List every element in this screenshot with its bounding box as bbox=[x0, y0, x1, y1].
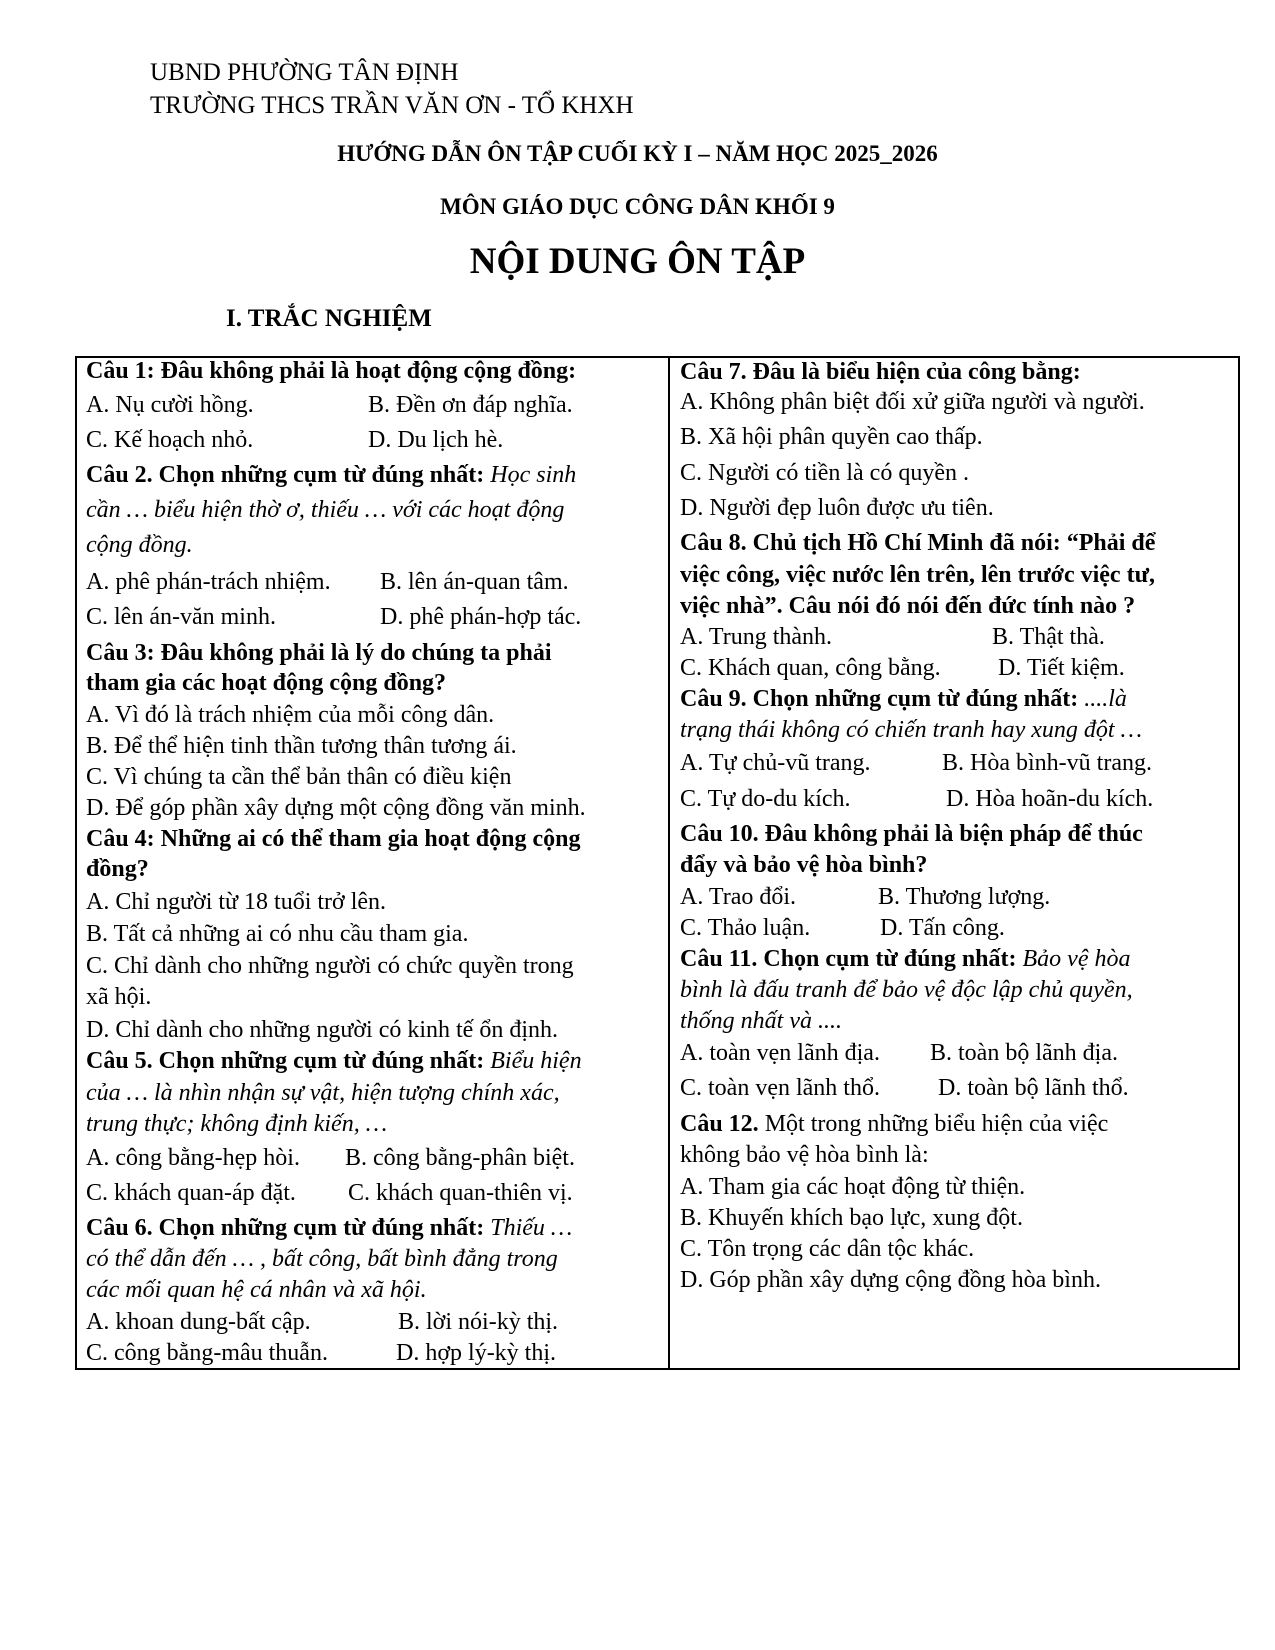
q7-title: Câu 7. Đâu là biểu hiện của công bằng: bbox=[680, 359, 1081, 385]
q11-option-b: B. toàn bộ lãnh địa. bbox=[930, 1040, 1118, 1066]
q4-title-2: đồng? bbox=[86, 856, 149, 882]
q5-text-2: của … là nhìn nhận sự vật, hiện tượng chính xác, bbox=[86, 1080, 560, 1106]
q6-text-3: các mối quan hệ cá nhân và xã hội. bbox=[86, 1277, 427, 1303]
q6-option-d: D. hợp lý-kỳ thị. bbox=[396, 1340, 557, 1366]
q1-option-b: B. Đền ơn đáp nghĩa. bbox=[368, 392, 573, 418]
q6-option-b: B. lời nói-kỳ thị. bbox=[398, 1309, 559, 1335]
q12-option-c: C. Tôn trọng các dân tộc khác. bbox=[680, 1236, 975, 1262]
q2-option-b: B. lên án-quan tâm. bbox=[380, 569, 569, 595]
q6-option-a: A. khoan dung-bất cập. bbox=[86, 1309, 311, 1335]
q2-title: Câu 2. Chọn những cụm từ đúng nhất: bbox=[86, 462, 485, 488]
q9-option-b: B. Hòa bình-vũ trang. bbox=[942, 750, 1152, 776]
q11-option-a: A. toàn vẹn lãnh địa. bbox=[680, 1040, 880, 1066]
q11-text-3: thống nhất và .... bbox=[680, 1008, 842, 1034]
q3-option-b: B. Để thể hiện tinh thần tương thân tương ái. bbox=[86, 733, 517, 759]
q2-text-1: Học sinh bbox=[490, 462, 577, 488]
q11-option-c: C. toàn vẹn lãnh thổ. bbox=[680, 1075, 880, 1101]
q5-text-1: Biểu hiện bbox=[490, 1048, 582, 1074]
q8-option-c: C. Khách quan, công bằng. bbox=[680, 655, 941, 681]
q12-option-b: B. Khuyến khích bạo lực, xung đột. bbox=[680, 1205, 1023, 1231]
q11-text-1: Bảo vệ hòa bbox=[1022, 946, 1131, 972]
q4-title-1: Câu 4: Những ai có thể tham gia hoạt động cộng bbox=[86, 826, 581, 852]
q10-option-a: A. Trao đổi. bbox=[680, 884, 797, 910]
q6-option-c: C. công bằng-mâu thuẫn. bbox=[86, 1340, 328, 1366]
q11-option-d: D. toàn bộ lãnh thổ. bbox=[938, 1075, 1129, 1101]
q5-option-b: B. công bằng-phân biệt. bbox=[345, 1145, 575, 1171]
q9-title: Câu 9. Chọn những cụm từ đúng nhất: bbox=[680, 686, 1079, 712]
q4-option-c-2: xã hội. bbox=[86, 984, 152, 1010]
q1-option-a: A. Nụ cười hồng. bbox=[86, 392, 254, 418]
q11-title: Câu 11. Chọn cụm từ đúng nhất: bbox=[680, 946, 1017, 972]
q9-text-1: ....là bbox=[1084, 686, 1127, 712]
q8-option-b: B. Thật thà. bbox=[992, 624, 1105, 650]
q3-option-a: A. Vì đó là trách nhiệm của mỗi công dân. bbox=[86, 702, 495, 728]
ward-name: UBND PHƯỜNG TÂN ĐỊNH bbox=[150, 59, 459, 86]
q8-option-d: D. Tiết kiệm. bbox=[998, 655, 1125, 681]
q11-stem bbox=[680, 946, 1130, 973]
q12-stem bbox=[680, 1111, 1108, 1138]
q7-option-a: A. Không phân biệt đối xử giữa người và người. bbox=[680, 389, 1145, 415]
q9-stem bbox=[680, 686, 1127, 713]
q2-text-2: cần … biểu hiện thờ ơ, thiếu … với các hoạt động bbox=[86, 497, 565, 523]
q4-option-d: D. Chỉ dành cho những người có kinh tế ổn định. bbox=[86, 1017, 558, 1043]
q2-text-3: cộng đồng. bbox=[86, 532, 193, 558]
q3-title-2: tham gia các hoạt động cộng đồng? bbox=[86, 670, 447, 696]
q12-text-2: không bảo vệ hòa bình là: bbox=[680, 1142, 929, 1168]
q8-title-2: việc công, việc nước lên trên, lên trước việc tư, bbox=[680, 562, 1155, 588]
q8-option-a: A. Trung thành. bbox=[680, 624, 833, 650]
q1-option-d: D. Du lịch hè. bbox=[368, 427, 504, 453]
q10-option-c: C. Thảo luận. bbox=[680, 915, 811, 941]
q9-option-c: C. Tự do-du kích. bbox=[680, 786, 851, 812]
q5-stem bbox=[86, 1048, 582, 1075]
q11-text-2: bình là đấu tranh để bảo vệ độc lập chủ quyền, bbox=[680, 977, 1133, 1003]
q6-stem bbox=[86, 1215, 572, 1242]
q1-title: Câu 1: Đâu không phải là hoạt động cộng đồng: bbox=[86, 358, 577, 384]
q12-option-a: A. Tham gia các hoạt động từ thiện. bbox=[680, 1174, 1026, 1200]
q6-text-1: Thiếu … bbox=[490, 1215, 573, 1241]
doc-subtitle: MÔN GIÁO DỤC CÔNG DÂN KHỐI 9 bbox=[440, 194, 835, 219]
q5-text-3: trung thực; không định kiến, … bbox=[86, 1111, 388, 1137]
q6-title: Câu 6. Chọn những cụm từ đúng nhất: bbox=[86, 1215, 485, 1241]
q5-option-c: C. khách quan-áp đặt. bbox=[86, 1180, 296, 1206]
q7-option-c: C. Người có tiền là có quyền . bbox=[680, 460, 969, 486]
q2-stem bbox=[86, 462, 576, 489]
q5-option-d: C. khách quan-thiên vị. bbox=[348, 1180, 573, 1206]
q9-text-2: trạng thái không có chiến tranh hay xung đột … bbox=[680, 717, 1142, 743]
section-heading: I. TRẮC NGHIỆM bbox=[226, 305, 432, 332]
q2-option-a: A. phê phán-trách nhiệm. bbox=[86, 569, 331, 595]
q10-title-1: Câu 10. Đâu không phải là biện pháp để thúc bbox=[680, 821, 1143, 847]
q12-option-d: D. Góp phần xây dựng cộng đồng hòa bình. bbox=[680, 1267, 1101, 1293]
q12-title: Câu 12. bbox=[680, 1111, 759, 1137]
q2-option-d: D. phê phán-hợp tác. bbox=[380, 604, 582, 630]
q3-option-c: C. Vì chúng ta cần thể bản thân có điều kiện bbox=[86, 764, 512, 790]
q9-option-a: A. Tự chủ-vũ trang. bbox=[680, 750, 871, 776]
q10-option-b: B. Thương lượng. bbox=[878, 884, 1051, 910]
q7-option-d: D. Người đẹp luôn được ưu tiên. bbox=[680, 495, 994, 521]
doc-title: HƯỚNG DẪN ÔN TẬP CUỐI KỲ I – NĂM HỌC 2025_2026 bbox=[337, 141, 938, 166]
q9-option-d: D. Hòa hoãn-du kích. bbox=[946, 786, 1154, 812]
content-heading: NỘI DUNG ÔN TẬP bbox=[469, 241, 806, 282]
q5-option-a: A. công bằng-hẹp hòi. bbox=[86, 1145, 300, 1171]
q3-option-d: D. Để góp phần xây dựng một cộng đồng văn minh. bbox=[86, 795, 586, 821]
q4-option-b: B. Tất cả những ai có nhu cầu tham gia. bbox=[86, 921, 469, 947]
q7-option-b: B. Xã hội phân quyền cao thấp. bbox=[680, 424, 983, 450]
q1-option-c: C. Kế hoạch nhỏ. bbox=[86, 427, 254, 453]
q3-title-1: Câu 3: Đâu không phải là lý do chúng ta phải bbox=[86, 640, 552, 666]
q2-option-c: C. lên án-văn minh. bbox=[86, 604, 276, 630]
q4-option-c-1: C. Chỉ dành cho những người có chức quyền trong bbox=[86, 953, 574, 979]
q10-option-d: D. Tấn công. bbox=[880, 915, 1005, 941]
q8-title-3: việc nhà”. Câu nói đó nói đến đức tính nào ? bbox=[680, 593, 1136, 619]
school-name: TRƯỜNG THCS TRẦN VĂN ƠN - TỔ KHXH bbox=[150, 92, 634, 119]
q8-title-1: Câu 8. Chủ tịch Hồ Chí Minh đã nói: “Phải để bbox=[680, 530, 1156, 556]
column-divider bbox=[668, 356, 670, 1370]
q4-option-a: A. Chỉ người từ 18 tuổi trở lên. bbox=[86, 889, 387, 915]
q5-title: Câu 5. Chọn những cụm từ đúng nhất: bbox=[86, 1048, 485, 1074]
q12-text-1: Một trong những biểu hiện của việc bbox=[764, 1111, 1109, 1137]
q10-title-2: đẩy và bảo vệ hòa bình? bbox=[680, 852, 928, 878]
q6-text-2: có thể dẫn đến … , bất công, bất bình đẳng trong bbox=[86, 1246, 558, 1272]
